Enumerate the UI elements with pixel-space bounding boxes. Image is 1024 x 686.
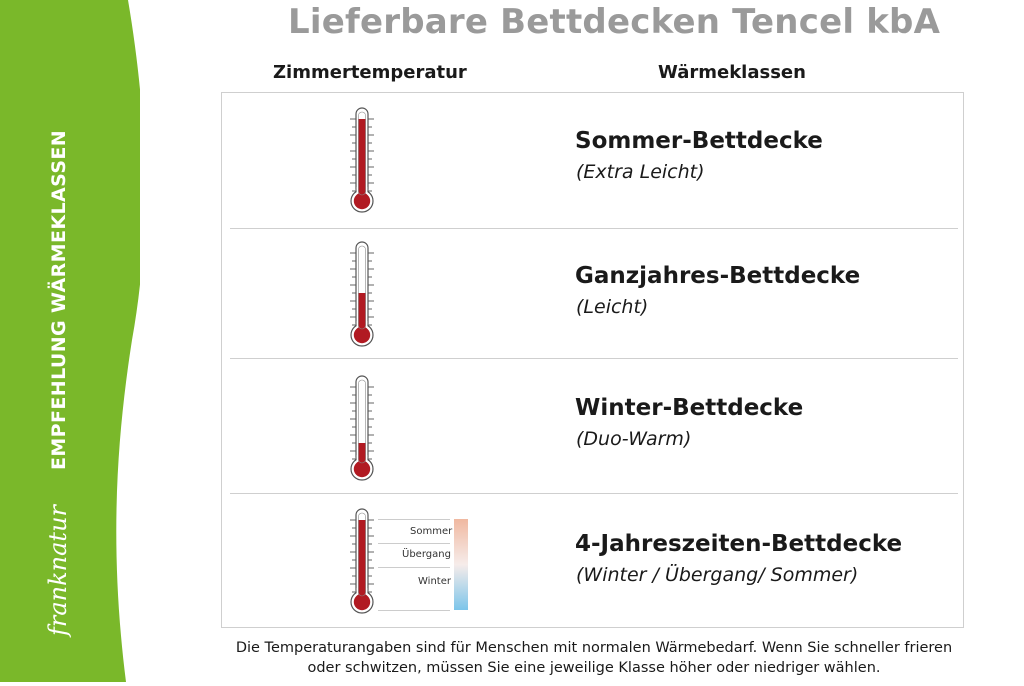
page-title: Lieferbare Bettdecken Tencel kbA — [288, 2, 941, 42]
row-name: Ganzjahres-Bettdecke — [575, 263, 861, 289]
row-name: Sommer-Bettdecke — [575, 128, 823, 154]
row-name: 4-Jahreszeiten-Bettdecke — [575, 531, 903, 557]
row-divider — [230, 358, 958, 359]
scale-line — [378, 610, 450, 611]
column-header-warmth-class: Wärmeklassen — [658, 62, 806, 83]
scale-line — [378, 567, 450, 568]
thermometer-icon — [346, 105, 378, 215]
scale-label-winter: Winter — [418, 576, 451, 587]
footnote — [214, 638, 974, 678]
row-subtitle: (Extra Leicht) — [576, 161, 705, 183]
column-header-temperature: Zimmertemperatur — [273, 62, 467, 83]
row-subtitle: (Duo-Warm) — [576, 428, 692, 450]
thermometer-icon — [346, 506, 378, 616]
row-subtitle: (Winter / Übergang/ Sommer) — [576, 564, 859, 586]
thermometer-mercury — [358, 293, 365, 329]
row-subtitle: (Leicht) — [576, 296, 649, 318]
footnote-line: Die Temperaturangaben sind für Menschen mit normalen Wärmebedarf. Wenn Sie schneller frieren — [235, 640, 953, 656]
thermometer-mercury — [358, 520, 365, 596]
thermometer-mercury — [358, 119, 365, 195]
thermometer-icon — [346, 239, 378, 349]
row-divider — [230, 493, 958, 494]
thermometer-icon — [346, 373, 378, 483]
row-divider — [230, 228, 958, 229]
temperature-gradient-bar — [454, 519, 468, 610]
row-name: Winter-Bettdecke — [575, 395, 804, 421]
scale-line — [378, 519, 450, 520]
brand-logo: franknatur — [44, 504, 72, 636]
sidebar-heading: EMPFEHLUNG WÄRMEKLASSEN — [48, 129, 70, 470]
scale-line — [378, 543, 450, 544]
thermometer-mercury — [358, 443, 365, 463]
footnote-line: oder schwitzen, müssen Sie eine jeweilige Klasse höher oder niedriger wählen. — [307, 660, 881, 676]
scale-label-summer: Sommer — [410, 526, 453, 537]
scale-label-transition: Übergang — [402, 549, 451, 560]
sidebar — [0, 0, 140, 682]
